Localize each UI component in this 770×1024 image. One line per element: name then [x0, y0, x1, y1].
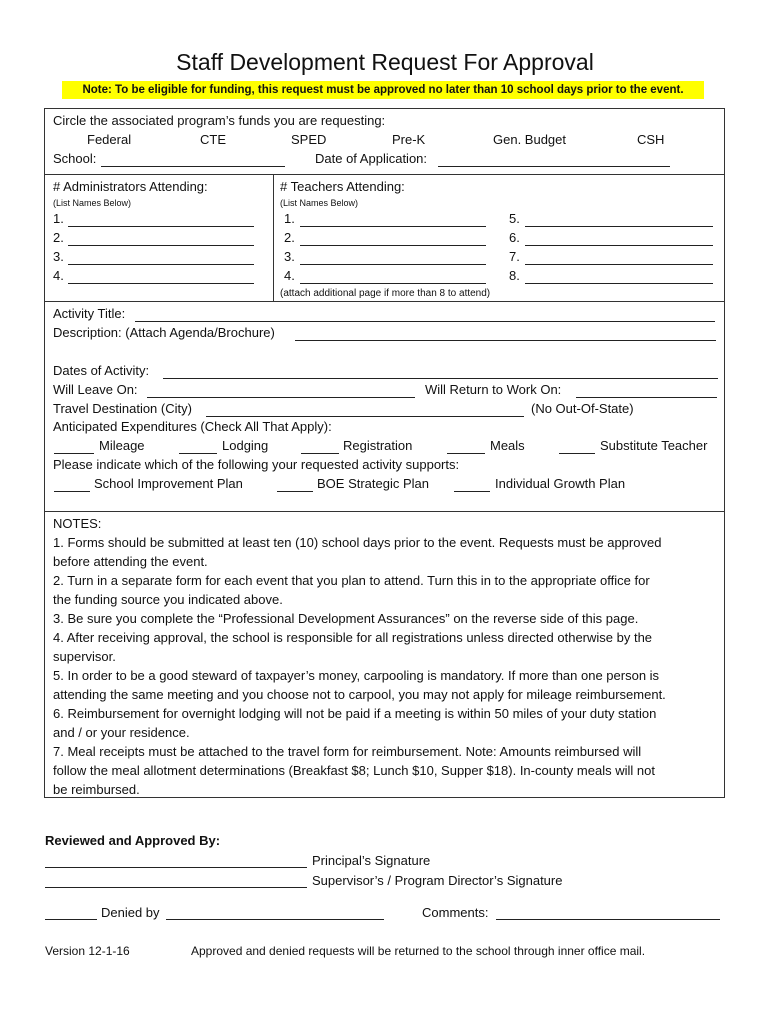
lodging-checkbox[interactable] — [179, 453, 217, 454]
date-application-label: Date of Application: — [315, 151, 428, 166]
teacher-number: 7. — [509, 249, 520, 264]
individual-growth-checkbox[interactable] — [454, 491, 490, 492]
admin-name-field-3[interactable] — [68, 264, 254, 265]
note-line: 2. Turn in a separate form for each event that you plan to attend. Turn this in to the appropriate office for — [53, 573, 650, 588]
note-line: 3. Be sure you complete the “Professional Development Assurances” on the reverse side of this page. — [53, 611, 639, 626]
teacher-number: 2. — [284, 230, 295, 245]
dates-label: Dates of Activity: — [53, 363, 150, 378]
note-line: 4. After receiving approval, the school is responsible for all registrations unless directed otherwise by the — [53, 630, 653, 645]
destination-label: Travel Destination (City) — [53, 401, 192, 416]
supervisor-signature-field[interactable] — [45, 887, 307, 888]
teacher-name-field-5[interactable] — [525, 226, 713, 227]
note-line: 5. In order to be a good steward of taxpayer’s money, carpooling is mandatory. If more than one person is — [53, 668, 660, 683]
date-application-field[interactable] — [438, 166, 670, 167]
note-line: and / or your residence. — [53, 725, 190, 740]
principal-signature-field[interactable] — [45, 867, 307, 868]
notes-section — [44, 511, 725, 798]
denied-by-label: Denied by — [101, 905, 160, 920]
teacher-number: 6. — [509, 230, 520, 245]
supervisor-signature-label: Supervisor’s / Program Director’s Signature — [312, 873, 563, 888]
individual-growth-label: Individual Growth Plan — [495, 476, 626, 491]
admin-number: 3. — [53, 249, 64, 264]
will-return-label: Will Return to Work On: — [425, 382, 562, 397]
notes-heading: NOTES: — [53, 516, 102, 531]
attendees-section — [44, 174, 725, 302]
teacher-name-field-3[interactable] — [300, 264, 486, 265]
footer-message: Approved and denied requests will be returned to the school through inner office mail. — [191, 944, 646, 958]
note-line: 1. Forms should be submitted at least ten (10) school days prior to the event. Requests must be approved — [53, 535, 662, 550]
description-label: Description: (Attach Agenda/Brochure) — [53, 325, 275, 340]
teacher-number: 5. — [509, 211, 520, 226]
fund-option-gen-budget[interactable]: Gen. Budget — [493, 132, 566, 147]
attendees-divider — [273, 175, 274, 302]
denied-by-field[interactable] — [166, 919, 384, 920]
teacher-name-field-6[interactable] — [525, 245, 713, 246]
supports-label: Please indicate which of the following your requested activity supports: — [53, 457, 460, 472]
note-line: 6. Reimbursement for overnight lodging will not be paid if a meeting is within 50 miles of your duty station — [53, 706, 657, 721]
destination-field[interactable] — [206, 416, 524, 417]
substitute-teacher-label: Substitute Teacher — [600, 438, 708, 453]
comments-label: Comments: — [422, 905, 489, 920]
description-field[interactable] — [295, 340, 716, 341]
note-line: supervisor. — [53, 649, 116, 664]
approval-heading: Reviewed and Approved By: — [45, 833, 221, 848]
teacher-attending-label: # Teachers Attending: — [280, 179, 405, 194]
admin-name-field-1[interactable] — [68, 226, 254, 227]
attach-additional-note: (attach additional page if more than 8 to attend) — [280, 288, 491, 299]
funds-prompt: Circle the associated program’s funds you are requesting: — [53, 113, 386, 128]
out-of-state-note: (No Out-Of-State) — [531, 401, 634, 416]
admin-list-hint: (List Names Below) — [53, 198, 132, 208]
school-field[interactable] — [101, 166, 285, 167]
fund-option-cte[interactable]: CTE — [200, 132, 226, 147]
eligibility-note: Note: To be eligible for funding, this request must be approved no later than 10 school days prior to the event. — [62, 81, 704, 99]
activity-title-field[interactable] — [135, 321, 715, 322]
note-line: before attending the event. — [53, 554, 208, 569]
school-improvement-checkbox[interactable] — [54, 491, 90, 492]
admin-number: 1. — [53, 211, 64, 226]
teacher-name-field-2[interactable] — [300, 245, 486, 246]
form-title: Staff Development Request For Approval — [176, 49, 594, 75]
fund-option-csh[interactable]: CSH — [637, 132, 665, 147]
teacher-number: 8. — [509, 268, 520, 283]
note-line: 7. Meal receipts must be attached to the travel form for reimbursement. Note: Amounts reimbursed will — [53, 744, 642, 759]
teacher-name-field-4[interactable] — [300, 283, 486, 284]
will-return-field[interactable] — [576, 397, 717, 398]
meals-label: Meals — [490, 438, 525, 453]
registration-label: Registration — [343, 438, 413, 453]
fund-option-federal[interactable]: Federal — [87, 132, 132, 147]
expenditures-label: Anticipated Expenditures (Check All That Apply): — [53, 419, 332, 434]
teacher-number: 1. — [284, 211, 295, 226]
meals-checkbox[interactable] — [447, 453, 485, 454]
note-line: follow the meal allotment determinations (Breakfast $8; Lunch $10, Supper $18). In-county meals will not — [53, 763, 655, 778]
teacher-name-field-7[interactable] — [525, 264, 713, 265]
comments-field[interactable] — [496, 919, 720, 920]
mileage-checkbox[interactable] — [54, 453, 94, 454]
admin-attending-label: # Administrators Attending: — [53, 179, 208, 194]
mileage-label: Mileage — [99, 438, 145, 453]
teacher-name-field-1[interactable] — [300, 226, 486, 227]
activity-title-label: Activity Title: — [53, 306, 126, 321]
boe-strategic-checkbox[interactable] — [277, 491, 313, 492]
admin-name-field-2[interactable] — [68, 245, 254, 246]
boe-strategic-label: BOE Strategic Plan — [317, 476, 429, 491]
version-label: Version 12-1-16 — [45, 944, 130, 958]
admin-number: 4. — [53, 268, 64, 283]
funds-section — [44, 108, 725, 175]
fund-option-sped[interactable]: SPED — [291, 132, 327, 147]
denied-checkbox[interactable] — [45, 919, 97, 920]
school-improvement-label: School Improvement Plan — [94, 476, 243, 491]
principal-signature-label: Principal’s Signature — [312, 853, 431, 868]
school-label: School: — [53, 151, 97, 166]
will-leave-label: Will Leave On: — [53, 382, 138, 397]
teacher-number: 4. — [284, 268, 295, 283]
note-line: be reimbursed. — [53, 782, 140, 797]
teacher-name-field-8[interactable] — [525, 283, 713, 284]
dates-field[interactable] — [163, 378, 718, 379]
note-line: attending the same meeting and you choose not to carpool, you may not apply for mileage reimbursement. — [53, 687, 666, 702]
will-leave-field[interactable] — [147, 397, 415, 398]
substitute-teacher-checkbox[interactable] — [559, 453, 595, 454]
lodging-label: Lodging — [222, 438, 269, 453]
admin-name-field-4[interactable] — [68, 283, 254, 284]
fund-option-prek[interactable]: Pre-K — [392, 132, 426, 147]
teacher-number: 3. — [284, 249, 295, 264]
registration-checkbox[interactable] — [301, 453, 339, 454]
note-line: the funding source you indicated above. — [53, 592, 283, 607]
admin-number: 2. — [53, 230, 64, 245]
teacher-list-hint: (List Names Below) — [280, 198, 359, 208]
activity-section — [44, 301, 725, 512]
